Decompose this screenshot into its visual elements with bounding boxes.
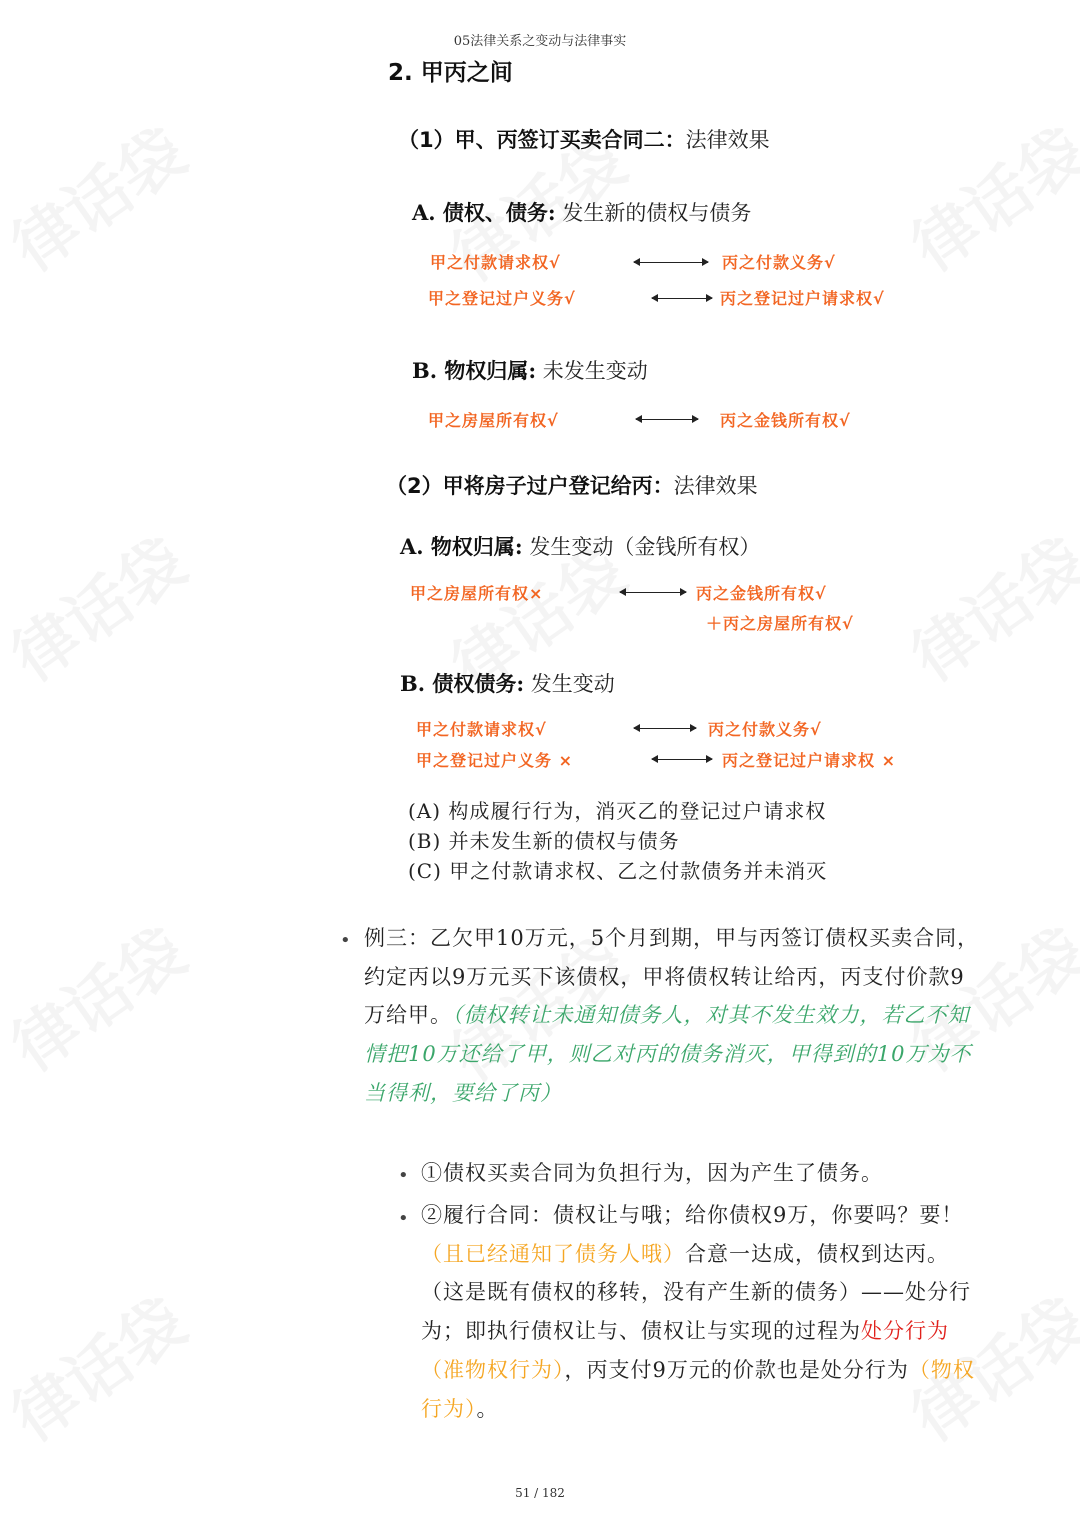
part2-title-suffix: 法律效果 [673,474,758,498]
part2-title-text: （2）甲将房子过户登记给丙： [386,474,674,498]
watermark-text [0,1273,201,1458]
relation-right: 丙之金钱所有权√ [720,411,851,430]
sub2-note-1: （且已经通知了债务人哦） [421,1241,685,1266]
bullet-icon: • [398,1208,409,1229]
relation-right: 丙之金钱所有权√ [696,584,827,603]
relation-right: 丙之登记过户请求权√ [720,289,885,308]
sub2-text-1: ②履行合同：债权让与哦；给你债权9万，你要吗？要！ [421,1203,964,1227]
bullet-icon: • [340,930,351,951]
part2-a-heading [400,531,760,561]
sub2-text-4: 。 [476,1396,499,1421]
relation-left: 甲之登记过户义务 × [416,751,573,770]
double-arrow-icon [652,759,712,760]
section-heading: 2. 甲丙之间 [388,60,513,86]
example3-sub1: ①债权买卖合同为负担行为，因为产生了债务。 [421,1161,883,1185]
part2-a-label: A. 物权归属: [400,534,523,559]
part1-b-label: B. 物权归属: [412,358,537,383]
watermark-text [891,103,1080,288]
page-header: 05法律关系之变动与法律事实 [453,34,627,49]
bullet-icon: • [398,1165,409,1186]
sub2-note-2: （准物权行为） [421,1357,565,1382]
example3-note: （债权转让未通知债务人，对其不发生效力，若乙不知情把10万还给了甲，则乙对丙的债务消灭，甲得到的10万为不当得利，要给了丙） [364,1003,972,1105]
watermark-text [891,513,1080,698]
example3-sub2 [421,1196,977,1428]
relation-right: 丙之付款义务√ [722,253,836,272]
double-arrow-icon [634,728,696,729]
example3-text: 例三：乙欠甲10万元，5个月到期，甲与丙签订债权买卖合同，约定丙以9万元买下该债权，甲将债权转让给丙，丙支付价款9万给甲。 [364,926,980,1028]
double-arrow-icon [634,262,708,263]
relation-left: 甲之付款请求权√ [430,253,561,272]
sub2-highlight: 处分行为 [861,1319,949,1344]
relation-right: 丙之付款义务√ [708,720,822,739]
note-item: (A) 构成履行行为，消灭乙的登记过户请求权 [408,799,827,823]
part1-title-suffix: 法律效果 [685,128,770,152]
part1-a-heading [412,197,751,227]
part2-b-desc: 发生变动 [524,672,615,696]
watermark-text [0,103,201,288]
part1-b-heading [412,355,648,385]
sub2-text-2: 合意一达成，债权到达丙。（这是既有债权的移转，没有产生新的债务）——处分行为；即执行债权让与、债权让与实现的过程为 [421,1241,971,1344]
watermark-text [0,513,201,698]
double-arrow-icon [636,419,698,420]
sub2-text-3: ，丙支付9万元的价款也是处分行为 [564,1357,909,1382]
relation-left: 甲之登记过户义务√ [428,289,576,308]
part2-title [386,470,758,500]
relation-left: 甲之房屋所有权× [410,584,544,603]
example3-paragraph [364,919,984,1113]
relation-right-extra: ＋丙之房屋所有权√ [706,614,854,633]
note-item: (B) 并未发生新的债权与债务 [408,829,680,853]
part1-title [398,124,770,154]
part2-a-desc: 发生变动（金钱所有权） [522,535,761,559]
watermark-text [0,903,201,1088]
part2-b-label: B. 债权债务: [400,671,525,696]
relation-left: 甲之付款请求权√ [416,720,547,739]
sub2-note-3: （物权行为） [421,1357,975,1421]
page-number: 51 / 182 [515,1486,565,1500]
part1-b-desc: 未发生变动 [536,359,648,383]
note-item: (C) 甲之付款请求权、乙之付款债务并未消灭 [408,859,828,883]
relation-left: 甲之房屋所有权√ [428,411,559,430]
part1-a-label: A. 债权、债务: [412,200,556,225]
relation-right: 丙之登记过户请求权 × [722,751,896,770]
double-arrow-icon [620,592,686,593]
part2-b-heading [400,668,615,698]
double-arrow-icon [652,298,712,299]
part1-a-desc: 发生新的债权与债务 [555,201,752,225]
part1-title-text: （1）甲、丙签订买卖合同二： [398,128,686,152]
